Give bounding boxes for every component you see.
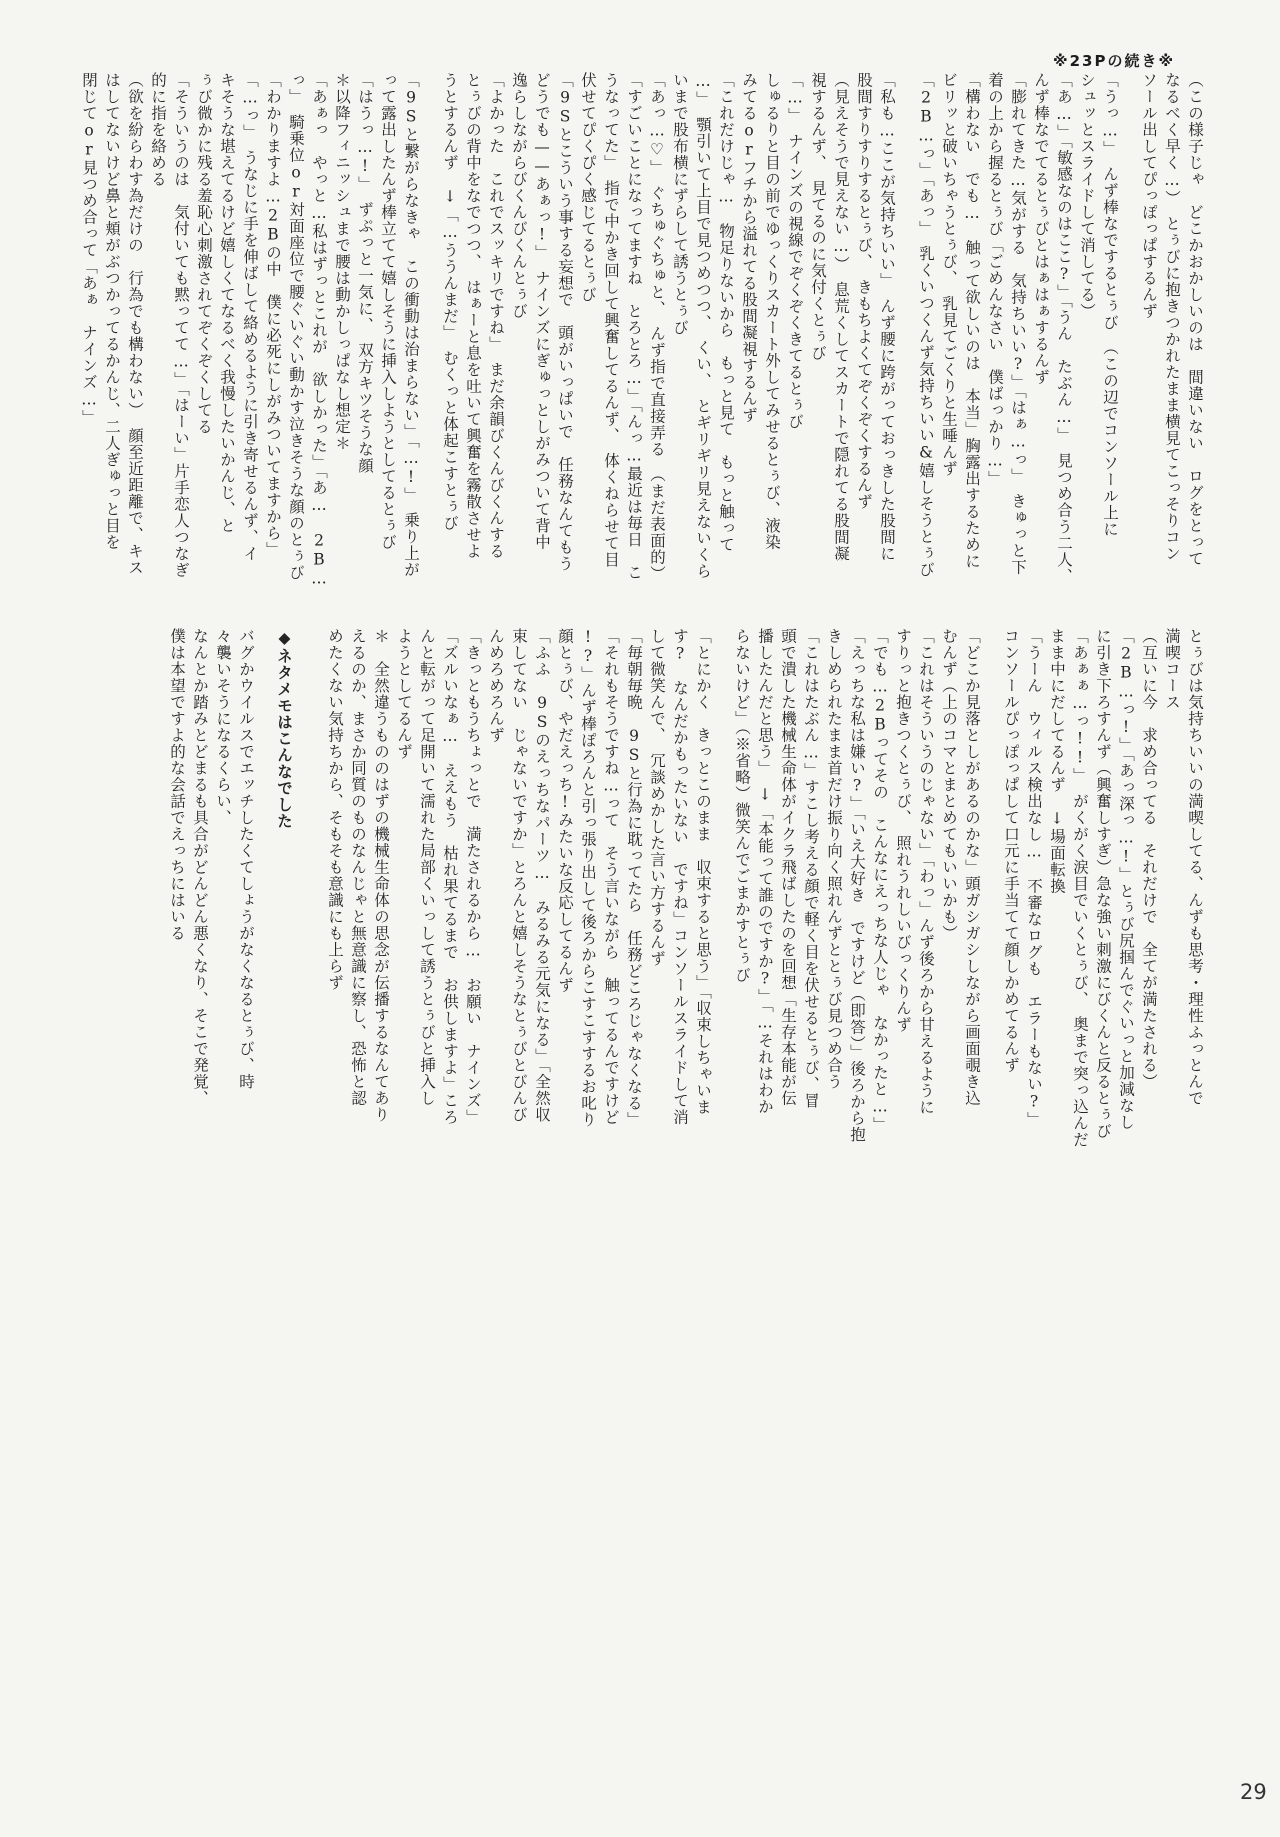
text-column: 頭で潰した機械生命体がイクラ飛ばしたのを回想「生存本能が伝 (779, 628, 797, 1107)
text-column: キそうな堪えてるけど嬉しくてなるべく我慢したいかんじ、と (218, 72, 236, 534)
text-column: 「これはそういうのじゃない」「わっ」んず後ろから甘えるように (917, 628, 935, 1116)
text-column: 的に指を絡める (149, 72, 167, 188)
text-column: うなってた」 指で中かき回して興奮してるんず、 体くねらせて目 (602, 72, 620, 568)
text-column: んと転がって足開いて濡れた局部くいっして誘うとぅびと挿入し (418, 628, 436, 1107)
text-column: 束してない じゃないですか」とろんと嬉しそうなとぅびとびんび (510, 628, 528, 1123)
text-column: して微笑んで、 冗談めかした言い方するんず (648, 628, 666, 967)
text-column: 着の上から握るとぅび「ごめんなさい 僕ばっかり…」 (986, 72, 1004, 487)
text-column: まま中にだしてるんず ↓場面転換 (1048, 628, 1066, 895)
text-column: （互いに今 求め合ってる それだけで 全てが満たされる） (1140, 628, 1158, 1090)
bottom-text-block (323, 628, 1206, 1208)
text-column: に引き下ろすんず（興奮しすぎ）急な強い刺激にびくんと反るとぅび (1094, 628, 1112, 1140)
text-column: ビリッと破いちゃうとぅび、 乳見てごくりと生唾んず (940, 72, 958, 477)
text-column: 「それもそうですね…って そう言いながら 触ってるんですけど (602, 628, 620, 1126)
text-column: !?」んず棒ぽろんと引っ張り出して後ろからこすこすするお叱り (579, 628, 597, 1128)
text-column: 閉じてor見つめ合って「あぁ ナインズ…」 (80, 72, 98, 426)
page-number: 29 (1240, 1780, 1267, 1804)
text-column: 「ズルいなぁ… ええもう 枯れ果てるまで お供しますよ」ころ (441, 628, 459, 1126)
text-column: 「…」 ナインズの視線でぞくぞくきてるとぅび (786, 72, 804, 430)
text-column: なんとか踏みとどまるも具合がどんどん悪くなり、そこで発覚、 (191, 628, 209, 1107)
text-column: 「2B…っ!」「あっ深っ…!」とぅび尻掴んでぐいっと加減なし (1117, 628, 1135, 1131)
text-column: ぅび微かに残る羞恥心刺激されてぞくぞくしてる (195, 72, 213, 435)
memo-heading: ◆ネタメモはこんなでした (275, 628, 294, 830)
text-column: 伏せてぴくぴく感じてるとぅび (579, 72, 597, 303)
text-column: 「でも…2Bってその こんなにえっちな人じゃ なかったと…」 (871, 628, 889, 1133)
memo-columns (165, 628, 257, 1208)
text-column: 顔とぅび、やだえっち!みたいな反応してるんず (556, 628, 574, 994)
text-column: 「私も…ここが気持ちいい」 んず腰に跨がっておっきした股間に (878, 72, 896, 562)
text-column: 「毎朝毎晩 9Sと行為に耽ってたら 任務どころじゃなくなる」 (625, 628, 643, 1128)
text-column: （この様子じゃ どこかおかしいのは 間違いない ログをとって (1186, 72, 1204, 567)
text-column: すりっと抱きつくとぅび、 照れうれしいびっくりんず (894, 628, 912, 1033)
text-column: はしてないけど鼻と頬がぶつかってるかんじ、二人ぎゅっと目を (103, 72, 121, 551)
text-column: 「9Sとこういう事する妄想で 頭がいっぱいで 任務なんてもう (556, 72, 574, 572)
text-column: ＊以降フィニッシュまで腰は動かしっぱなし想定＊ (333, 72, 351, 452)
text-column: 満喫コース (1163, 628, 1181, 711)
text-column: 「よかった これでスッキリですね」 まだ余韻びくんびくんする (487, 72, 505, 560)
text-column: んず棒なでてるとぅびとはぁはぁするんず (1032, 72, 1050, 386)
text-column: 「うっ…」 んず棒なでするとぅび （この辺でコンソール上に (1101, 72, 1119, 538)
text-column: 「構わない でも… 触って欲しいのは 本当」胸露出するために (963, 72, 981, 570)
top-text-block (77, 72, 1206, 626)
text-column: …」 顎引いて上目で見つめつつ、 くい、 とギリギリ見えないくら (694, 72, 712, 580)
text-column: 「きっともうちょっとで 満たされるから… お願い ナインズ」 (464, 628, 482, 1126)
text-column: うとするんず ↓「…ううんまだ」 むくっと体起こすとぅび (441, 72, 459, 532)
text-column: 股間すりすりするとぅび、 きもちよくてぞくぞくするんず (855, 72, 873, 510)
text-column: って露出したんず棒立てて嬉しそうに挿入しようとしてるとぅび (379, 72, 397, 551)
text-column: めたくない気持ちから、そもそも意識にも上らず (326, 628, 344, 991)
text-column: みてるorフチから溢れてる股間凝視するんず (740, 72, 758, 424)
text-column: 「これだけじゃ… 物足りないから もっと見て もっと触って (717, 72, 735, 553)
text-column: 「9Sと繋がらなきゃ この衝動は治まらない」「…!」 乗り上が (402, 72, 420, 578)
text-column: 「膨れてきた…気がする 気持ちいい?」「はぁ…っ」 きゅっと下 (1009, 72, 1027, 576)
text-column: むんず（上のコマとまとめてもいいかも） (940, 628, 958, 942)
text-column: 「すごいことになってますね とろとろ…」「んっ…最近は毎日 こ (625, 72, 643, 581)
memo-block (165, 628, 296, 1208)
text-column: どうでも——あぁっ!」 ナインズにぎゅっとしがみついて背中 (533, 72, 551, 551)
text-column: 々襲いそうになるくらい、 (214, 628, 232, 826)
text-column: 播したんだと思う」 ↓「本能って誰のですか?」「…それはわか (756, 628, 774, 1115)
text-column: いまで股布横にずらして誘うとぅび (671, 72, 689, 336)
text-column: 「わかりますよ…2Bの中 僕に必死にしがみついてますから」 (264, 72, 282, 558)
text-column: しゅるりと目の前でゆっくりスカート外してみせるとぅび、液染 (763, 72, 781, 551)
text-column: 「そういうのは 気付いても黙ってて…」「はーい」片手恋人つなぎ (172, 72, 190, 579)
text-column: 「ふふ 9Sのえっちなパーツ… みるみる元気になる」「全然収 (533, 628, 551, 1123)
text-column: っ」 騎乗位or対面座位で腰ぐいぐい動かす泣きそうな顔のとぅび (287, 72, 305, 581)
text-column: 視するんず、 見てるのに気付くとぅび (809, 72, 827, 362)
text-column: なるべく早く…） とぅびに抱きつかれたまま横見てこっそりコン (1163, 72, 1181, 562)
text-column: す? なんだかもったいない ですね」コンソールスライドして消 (671, 628, 689, 1126)
continuation-note: ※23Pの続き※ (1053, 52, 1176, 70)
text-column: 「はうっ…!」 ずぷっと一気に、 双方キツそうな顔 (356, 72, 374, 474)
text-column: 「…っ」 うなじに手を伸ばして絡めるように引き寄せるんず、イ (241, 72, 259, 562)
text-column: 「えっちな私は嫌い?」「いえ大好き ですけど（即答）」後ろから抱 (848, 628, 866, 1143)
text-column: とぅびは気持ちいいの満喫してる、んずも思考・理性ふっとんで (1186, 628, 1204, 1107)
text-column: えるのか、まさか同質のものなんじゃと無意識に察し、恐怖と認 (349, 628, 367, 1107)
text-column: 「あぁっ やっと…私はずっとこれが 欲しかった」「あ… 2B… (310, 72, 328, 589)
text-column: とぅびの背中をなでつつ、 はぁーと息を吐いて興奮を霧散させよ (464, 72, 482, 560)
text-column: んめろめろんず (487, 628, 505, 744)
text-column: 「どこか見落としがあるのかな」頭ガシガシしながら画面覗き込 (963, 628, 981, 1107)
text-column: きしめられたまま首だけ振り向く照れんずととぅび見つめ合う (825, 628, 843, 1090)
text-column: コンソールぴっぽっぱして口元に手当てて顔しかめてるんず (1002, 628, 1020, 1074)
text-column: らないけど」（※省略）微笑んでごまかすとぅび (733, 628, 751, 984)
text-column: 逸らしながらびくんびくんとぅび (510, 72, 528, 320)
text-column: 「とにかく きっとこのまま 収束すると思う」「収束しちゃいま (694, 628, 712, 1116)
text-column: 「2B…っ」「あっ」 乳くいつくんず気持ちいい&嬉しそうとぅび (917, 72, 935, 578)
text-column: 「あっ…♡」 ぐちゅぐちゅと、 んず指で直接弄る （まだ表面的） (648, 72, 666, 582)
text-column: （見えそうで見えない…） 息荒くしてスカートで隠れてる股間凝 (832, 72, 850, 562)
text-column: 僕は本望ですよ的な会話でえっちにはいる (168, 628, 186, 942)
text-column: シュッとスライドして消してる） (1078, 72, 1096, 320)
text-column: 「あ…」「敏感なのはここ?」「うん たぶん…」 見つめ合う二人、 (1055, 72, 1073, 585)
text-column: ソール出してぴっぽっぱするんず (1140, 72, 1158, 320)
text-column: （欲を紛らわす為だけの 行為でも構わない） 顔至近距離で、キス (126, 72, 144, 576)
text-column: バグかウイルスでエッチしたくてしょうがなくなるとぅび、時 (237, 628, 255, 1090)
text-column: 「あぁぁ…っ!!」 がくがく涙目でいくとぅび、 奥まで突っ込んだ (1071, 628, 1089, 1148)
text-column: ＊ 全然違うもののはずの機械生命体の思念が伝播するなんてあり (372, 628, 390, 1123)
text-column: 「これはたぶん…」すこし考える顔で軽く目を伏せるとぅび、冒 (802, 628, 820, 1109)
text-column: ようとしてるんず (395, 628, 413, 760)
text-column: 「うーん ウィルス検出なし… 不審なログも エラーもない?」 (1025, 628, 1043, 1128)
